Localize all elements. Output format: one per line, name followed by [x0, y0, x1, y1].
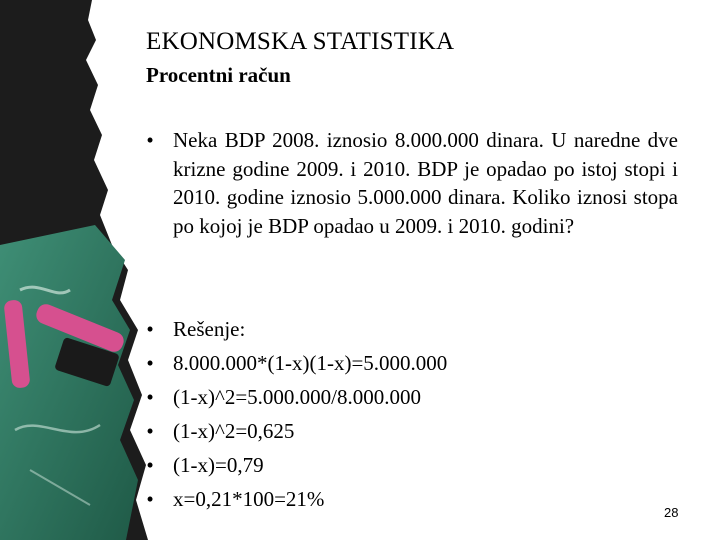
bullet-icon: • — [146, 351, 154, 375]
solution-line: (1-x)^2=5.000.000/8.000.000 — [173, 385, 422, 409]
solution-line: (1-x)=0,79 — [173, 453, 264, 477]
problem-list — [140, 126, 678, 240]
page-number: 28 — [664, 505, 679, 520]
list-item — [140, 482, 678, 516]
bullet-icon: • — [146, 419, 154, 443]
slide-subtitle: Procentni račun — [146, 63, 291, 87]
slide-title: EKONOMSKA STATISTIKA — [146, 28, 455, 55]
list-item — [140, 312, 678, 346]
bullet-icon: • — [146, 385, 154, 409]
bullet-icon: • — [146, 317, 154, 341]
solution-line: Rešenje: — [173, 317, 246, 341]
solution-list — [140, 312, 678, 516]
bullet-icon: • — [146, 487, 154, 511]
problem-text: Neka BDP 2008. iznosio 8.000.000 dinara. U naredne dve krizne godine 2009. i 2010. BDP je opadao po istoj stopi i 2010. godine iznosio 5.000.000 dinara. Koliko iznosi stopa po kojoj je BDP opadao u 2009. i 2010. godini? — [173, 128, 678, 238]
list-item — [140, 414, 678, 448]
chalkboard-decoration — [0, 0, 150, 540]
list-item — [140, 126, 678, 240]
solution-line: (1-x)^2=0,625 — [173, 419, 295, 443]
list-item — [140, 346, 678, 380]
list-item — [140, 380, 678, 414]
list-item — [140, 448, 678, 482]
solution-line: x=0,21*100=21% — [173, 487, 325, 511]
bullet-icon: • — [146, 128, 154, 152]
solution-line: 8.000.000*(1-x)(1-x)=5.000.000 — [173, 351, 448, 375]
bullet-icon: • — [146, 453, 154, 477]
